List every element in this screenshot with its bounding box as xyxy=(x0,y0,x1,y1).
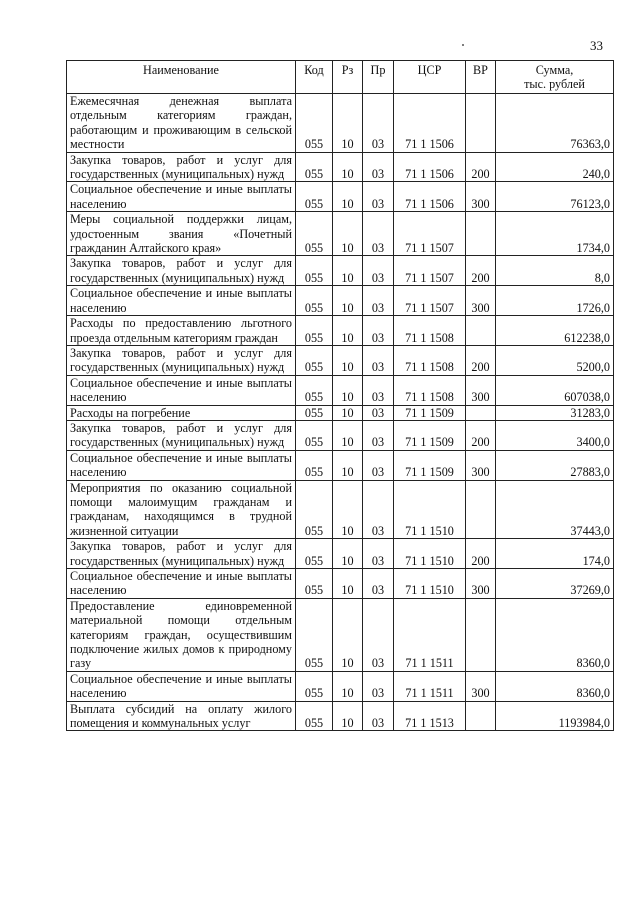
cell-vr: 300 xyxy=(466,286,496,316)
cell-csr: 71 1 1507 xyxy=(394,286,466,316)
cell-csr: 71 1 1506 xyxy=(394,94,466,153)
cell-name: Социальное обеспечение и иные выплаты населению xyxy=(67,569,296,599)
col-header-csr: ЦСР xyxy=(394,61,466,94)
cell-csr: 71 1 1510 xyxy=(394,480,466,539)
cell-rz: 10 xyxy=(333,182,363,212)
cell-rz: 10 xyxy=(333,569,363,599)
cell-pr: 03 xyxy=(363,480,394,539)
cell-kod: 055 xyxy=(296,480,333,539)
cell-csr: 71 1 1513 xyxy=(394,701,466,731)
cell-name: Расходы по предоставлению льготного проезда отдельным категориям граждан xyxy=(67,316,296,346)
cell-kod: 055 xyxy=(296,598,333,671)
cell-csr: 71 1 1508 xyxy=(394,345,466,375)
cell-pr: 03 xyxy=(363,152,394,182)
cell-sum: 5200,0 xyxy=(496,345,614,375)
cell-name: Закупка товаров, работ и услуг для государственных (муниципальных) нужд xyxy=(67,152,296,182)
cell-csr: 71 1 1510 xyxy=(394,569,466,599)
cell-sum: 8360,0 xyxy=(496,598,614,671)
cell-csr: 71 1 1507 xyxy=(394,212,466,256)
cell-kod: 055 xyxy=(296,701,333,731)
table-row xyxy=(67,316,614,346)
table-row xyxy=(67,598,614,671)
cell-vr: 200 xyxy=(466,539,496,569)
cell-sum: 1726,0 xyxy=(496,286,614,316)
cell-sum: 8,0 xyxy=(496,256,614,286)
cell-vr xyxy=(466,316,496,346)
col-header-vr: ВР xyxy=(466,61,496,94)
cell-rz: 10 xyxy=(333,420,363,450)
table-row xyxy=(67,94,614,153)
cell-sum: 31283,0 xyxy=(496,405,614,420)
cell-pr: 03 xyxy=(363,598,394,671)
cell-pr: 03 xyxy=(363,316,394,346)
cell-name: Закупка товаров, работ и услуг для государственных (муниципальных) нужд xyxy=(67,345,296,375)
cell-rz: 10 xyxy=(333,405,363,420)
cell-name: Социальное обеспечение и иные выплаты населению xyxy=(67,375,296,405)
cell-kod: 055 xyxy=(296,671,333,701)
cell-rz: 10 xyxy=(333,345,363,375)
cell-vr: 300 xyxy=(466,450,496,480)
page-number: 33 xyxy=(590,38,603,53)
cell-vr: 300 xyxy=(466,569,496,599)
cell-csr: 71 1 1511 xyxy=(394,671,466,701)
cell-name: Меры социальной поддержки лицам, удостоенным звания «Почетный гражданин Алтайского края» xyxy=(67,212,296,256)
cell-kod: 055 xyxy=(296,420,333,450)
cell-rz: 10 xyxy=(333,286,363,316)
cell-vr xyxy=(466,701,496,731)
cell-sum: 27883,0 xyxy=(496,450,614,480)
cell-rz: 10 xyxy=(333,375,363,405)
table-row xyxy=(67,286,614,316)
cell-sum: 3400,0 xyxy=(496,420,614,450)
table-row xyxy=(67,671,614,701)
cell-rz: 10 xyxy=(333,598,363,671)
cell-pr: 03 xyxy=(363,420,394,450)
col-header-pr: Пр xyxy=(363,61,394,94)
cell-name: Ежемесячная денежная выплата отдельным категориям граждан, работающим и проживающим в сельской местности xyxy=(67,94,296,153)
cell-kod: 055 xyxy=(296,286,333,316)
cell-kod: 055 xyxy=(296,212,333,256)
cell-rz: 10 xyxy=(333,94,363,153)
cell-name: Закупка товаров, работ и услуг для государственных (муниципальных) нужд xyxy=(67,256,296,286)
cell-vr xyxy=(466,94,496,153)
cell-pr: 03 xyxy=(363,94,394,153)
table-row xyxy=(67,450,614,480)
cell-rz: 10 xyxy=(333,256,363,286)
cell-pr: 03 xyxy=(363,345,394,375)
cell-csr: 71 1 1508 xyxy=(394,375,466,405)
cell-name: Социальное обеспечение и иные выплаты населению xyxy=(67,671,296,701)
cell-sum: 607038,0 xyxy=(496,375,614,405)
cell-vr: 300 xyxy=(466,375,496,405)
cell-name: Социальное обеспечение и иные выплаты населению xyxy=(67,286,296,316)
cell-rz: 10 xyxy=(333,152,363,182)
table-row xyxy=(67,480,614,539)
cell-csr: 71 1 1509 xyxy=(394,450,466,480)
cell-pr: 03 xyxy=(363,671,394,701)
cell-sum: 1734,0 xyxy=(496,212,614,256)
cell-kod: 055 xyxy=(296,450,333,480)
cell-sum: 174,0 xyxy=(496,539,614,569)
cell-kod: 055 xyxy=(296,316,333,346)
cell-pr: 03 xyxy=(363,256,394,286)
cell-kod: 055 xyxy=(296,539,333,569)
cell-csr: 71 1 1508 xyxy=(394,316,466,346)
cell-kod: 055 xyxy=(296,569,333,599)
cell-vr: 200 xyxy=(466,256,496,286)
cell-name: Предоставление единовременной материальной помощи отдельным категориям граждан, осуществившим подключение жилых домов к природному газу xyxy=(67,598,296,671)
table-row xyxy=(67,701,614,731)
cell-csr: 71 1 1509 xyxy=(394,420,466,450)
cell-csr: 71 1 1509 xyxy=(394,405,466,420)
cell-pr: 03 xyxy=(363,539,394,569)
cell-name: Расходы на погребение xyxy=(67,405,296,420)
cell-sum: 37269,0 xyxy=(496,569,614,599)
cell-csr: 71 1 1506 xyxy=(394,182,466,212)
cell-rz: 10 xyxy=(333,671,363,701)
col-header-name: Наименование xyxy=(67,61,296,94)
cell-sum: 8360,0 xyxy=(496,671,614,701)
table-row xyxy=(67,345,614,375)
table-row xyxy=(67,212,614,256)
cell-rz: 10 xyxy=(333,212,363,256)
cell-pr: 03 xyxy=(363,701,394,731)
budget-table xyxy=(66,60,614,731)
cell-sum: 240,0 xyxy=(496,152,614,182)
cell-pr: 03 xyxy=(363,450,394,480)
table-row xyxy=(67,420,614,450)
cell-kod: 055 xyxy=(296,375,333,405)
cell-vr xyxy=(466,480,496,539)
cell-name: Закупка товаров, работ и услуг для государственных (муниципальных) нужд xyxy=(67,420,296,450)
cell-rz: 10 xyxy=(333,701,363,731)
cell-pr: 03 xyxy=(363,375,394,405)
cell-name: Социальное обеспечение и иные выплаты населению xyxy=(67,450,296,480)
cell-vr xyxy=(466,405,496,420)
table-row xyxy=(67,256,614,286)
table-row xyxy=(67,405,614,420)
cell-name: Социальное обеспечение и иные выплаты населению xyxy=(67,182,296,212)
cell-kod: 055 xyxy=(296,405,333,420)
cell-vr: 200 xyxy=(466,345,496,375)
cell-sum: 76363,0 xyxy=(496,94,614,153)
cell-vr: 200 xyxy=(466,152,496,182)
cell-name: Выплата субсидий на оплату жилого помещения и коммунальных услуг xyxy=(67,701,296,731)
cell-rz: 10 xyxy=(333,316,363,346)
table-row xyxy=(67,182,614,212)
cell-sum: 1193984,0 xyxy=(496,701,614,731)
cell-vr xyxy=(466,212,496,256)
cell-name: Мероприятия по оказанию социальной помощи малоимущим гражданам и гражданам, находящимся в трудной жизненной ситуации xyxy=(67,480,296,539)
table-row xyxy=(67,375,614,405)
table-row xyxy=(67,539,614,569)
cell-rz: 10 xyxy=(333,480,363,539)
cell-pr: 03 xyxy=(363,182,394,212)
cell-vr: 200 xyxy=(466,420,496,450)
cell-rz: 10 xyxy=(333,450,363,480)
cell-csr: 71 1 1510 xyxy=(394,539,466,569)
scan-speck xyxy=(462,44,464,46)
cell-rz: 10 xyxy=(333,539,363,569)
cell-sum: 612238,0 xyxy=(496,316,614,346)
cell-vr: 300 xyxy=(466,182,496,212)
cell-vr: 300 xyxy=(466,671,496,701)
cell-csr: 71 1 1507 xyxy=(394,256,466,286)
cell-csr: 71 1 1511 xyxy=(394,598,466,671)
cell-pr: 03 xyxy=(363,212,394,256)
cell-csr: 71 1 1506 xyxy=(394,152,466,182)
cell-kod: 055 xyxy=(296,345,333,375)
table-row xyxy=(67,569,614,599)
cell-pr: 03 xyxy=(363,286,394,316)
cell-sum: 76123,0 xyxy=(496,182,614,212)
cell-sum: 37443,0 xyxy=(496,480,614,539)
col-header-rz: Рз xyxy=(333,61,363,94)
col-header-sum: Сумма, тыс. рублей xyxy=(496,61,614,94)
cell-vr xyxy=(466,598,496,671)
cell-pr: 03 xyxy=(363,405,394,420)
cell-kod: 055 xyxy=(296,182,333,212)
cell-kod: 055 xyxy=(296,152,333,182)
table-row xyxy=(67,152,614,182)
cell-pr: 03 xyxy=(363,569,394,599)
cell-kod: 055 xyxy=(296,94,333,153)
col-header-kod: Код xyxy=(296,61,333,94)
cell-name: Закупка товаров, работ и услуг для государственных (муниципальных) нужд xyxy=(67,539,296,569)
cell-kod: 055 xyxy=(296,256,333,286)
table-header-row xyxy=(67,61,614,94)
